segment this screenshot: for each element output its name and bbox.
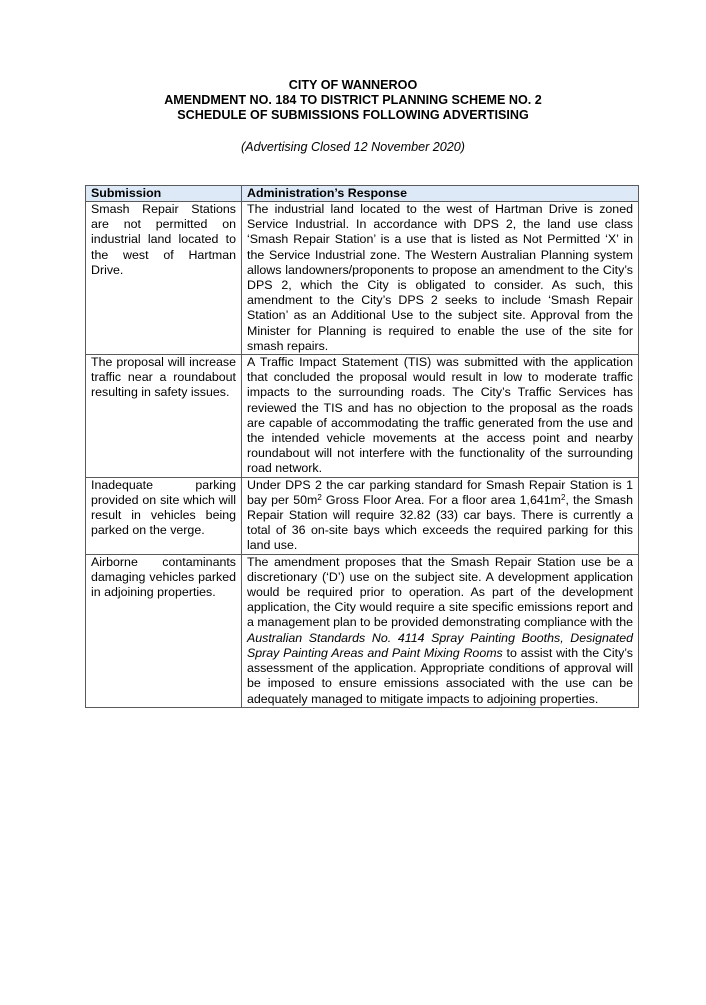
standard-citation: Australian Standards No. 4114 Spray Painting Booths, Designated Spray Painting Areas and Paint Mixing Rooms	[247, 630, 633, 660]
response-text: to assist with the City’s assessment of the application. Appropriate conditions of approval will be imposed to ensure emissions associated with the use can be adequately managed to mitigate impacts to adjoining properties.	[247, 645, 633, 706]
superscript-squared: 2	[560, 492, 566, 502]
response-text: Under DPS 2 the car parking standard for Smash Repair Station is 1 bay per 50m	[247, 477, 633, 507]
table-header-row	[86, 186, 639, 202]
superscript-squared: 2	[317, 492, 322, 502]
response-text: , the Smash Repair Station will require 32.82 (33) car bays. There is currently a total of 36 on-site bays which exceeds the required parking for this land use.	[247, 492, 633, 553]
response-cell	[242, 554, 639, 707]
column-header-submission: Submission	[86, 186, 242, 202]
submissions-table	[85, 185, 639, 708]
heading-line-amendment: AMENDMENT NO. 184 TO DISTRICT PLANNING SCHEME NO. 2	[164, 93, 542, 108]
heading-line-council: CITY OF WANNEROO	[288, 78, 418, 92]
table-row	[86, 554, 639, 707]
heading-line-schedule: SCHEDULE OF SUBMISSIONS FOLLOWING ADVERTISING	[177, 108, 529, 123]
advertising-note: (Advertising Closed 12 November 2020)	[240, 140, 465, 154]
table-row	[86, 202, 639, 355]
submission-cell: Airborne contaminants damaging vehicles parked in adjoining properties.	[86, 554, 242, 707]
submission-cell: Inadequate parking provided on site which will result in vehicles being parked on the verge.	[86, 477, 242, 554]
table-row	[86, 477, 639, 554]
response-text: Gross Floor Area. For a floor area 1,641m	[321, 492, 561, 507]
submission-cell: The proposal will increase traffic near a roundabout resulting in safety issues.	[86, 355, 242, 478]
column-header-response: Administration’s Response	[242, 186, 639, 202]
submission-cell: Smash Repair Stations are not permitted on industrial land located to the west of Hartman Drive.	[86, 202, 242, 355]
table-row	[86, 355, 639, 478]
response-cell: A Traffic Impact Statement (TIS) was submitted with the application that concluded the proposal would result in low to moderate traffic impacts to the surrounding roads. The City’s Traffic Services has reviewed the TIS and has no objection to the proposal as the roads are capable of accommodating the traffic generated from the use and the intended vehicle movements at the access point and nearby roundabout will not interfere with the functionality of the surrounding road network.	[242, 355, 639, 478]
response-cell	[242, 477, 639, 554]
response-text: The amendment proposes that the Smash Repair Station use be a discretionary (‘D’) use on the subject site. A development application would be required prior to operation. As part of the development application, the City would require a site specific emissions report and a management plan to be provided demonstrating compliance with the	[247, 554, 633, 630]
document-heading	[0, 78, 706, 124]
response-cell: The industrial land located to the west of Hartman Drive is zoned Service Industrial. In accordance with DPS 2, the land use class ‘Smash Repair Station’ is a use that is listed as Not Permitted ‘X’ in the Service Industrial zone. The Western Australian Planning system allows landowners/proponents to propose an amendment to the City’s DPS 2, which the City is obligated to consider. As such, this amendment to the City’s DPS 2 seeks to include ‘Smash Repair Station’ as an Additional Use to the subject site. Approval from the Minister for Planning is required to enable the use of the site for smash repairs.	[242, 202, 639, 355]
